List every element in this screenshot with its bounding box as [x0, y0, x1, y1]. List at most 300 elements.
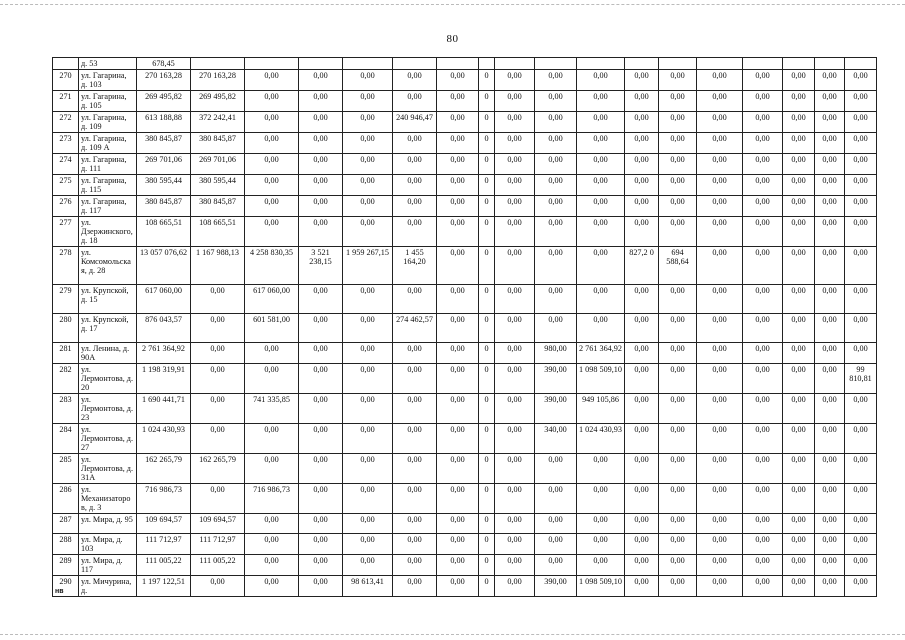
amount-cell: 0,00	[697, 217, 743, 247]
amount-cell: 678,45	[137, 58, 191, 70]
amount-cell: 0,00	[625, 217, 659, 247]
amount-cell: 0,00	[659, 555, 697, 576]
amount-cell: 1 024 430,93	[577, 424, 625, 454]
amount-cell	[535, 58, 577, 70]
amount-cell: 0,00	[845, 196, 877, 217]
amount-cell: 0,00	[577, 91, 625, 112]
amount-cell: 269 495,82	[137, 91, 191, 112]
row-number-cell: 276	[53, 196, 79, 217]
amount-cell: 0,00	[535, 91, 577, 112]
amount-cell: 0,00	[245, 196, 299, 217]
row-number-cell: 286	[53, 484, 79, 514]
amount-cell: 0,00	[299, 364, 343, 394]
amount-cell: 269 495,82	[191, 91, 245, 112]
amount-cell: 0,00	[697, 424, 743, 454]
amount-cell: 0,00	[299, 394, 343, 424]
amount-cell: 111 005,22	[191, 555, 245, 576]
amount-cell: 3 521 238,15	[299, 247, 343, 285]
amount-cell: 0,00	[577, 247, 625, 285]
amount-cell: 0,00	[845, 133, 877, 154]
amount-cell: 0,00	[659, 154, 697, 175]
amount-cell: 0,00	[437, 133, 479, 154]
amount-cell: 0,00	[299, 112, 343, 133]
scan-edge-top	[0, 4, 905, 6]
amount-cell: 0,00	[495, 394, 535, 424]
address-cell: ул. Гагарина, д. 109 А	[79, 133, 137, 154]
amount-cell: 0,00	[625, 314, 659, 343]
address-cell: ул. Гагарина, д. 109	[79, 112, 137, 133]
amount-cell: 0,00	[815, 364, 845, 394]
amount-cell: 0,00	[845, 154, 877, 175]
address-cell: ул. Гагарина, д. 117	[79, 196, 137, 217]
amount-cell: 0,00	[299, 133, 343, 154]
address-cell: ул. Гагарина, д. 115	[79, 175, 137, 196]
amount-cell: 0	[479, 112, 495, 133]
amount-cell: 0,00	[625, 112, 659, 133]
amount-cell: 274 462,57	[393, 314, 437, 343]
amount-cell: 0,00	[535, 534, 577, 555]
amount-cell: 0,00	[437, 70, 479, 91]
amount-cell: 0,00	[343, 555, 393, 576]
amount-cell: 0,00	[535, 247, 577, 285]
amount-cell: 0,00	[625, 394, 659, 424]
amount-cell: 0,00	[577, 196, 625, 217]
amount-cell: 0,00	[495, 424, 535, 454]
amount-cell: 0,00	[783, 394, 815, 424]
amount-cell: 0,00	[191, 576, 245, 597]
amount-cell: 0,00	[659, 514, 697, 534]
amount-cell: 0,00	[743, 91, 783, 112]
amount-cell: 0,00	[393, 154, 437, 175]
amount-cell	[577, 58, 625, 70]
row-number-cell: 287	[53, 514, 79, 534]
amount-cell: 0,00	[343, 454, 393, 484]
amount-cell: 0,00	[815, 175, 845, 196]
amount-cell: 0,00	[697, 343, 743, 364]
amount-cell: 0,00	[495, 314, 535, 343]
amount-cell: 0,00	[495, 247, 535, 285]
amount-cell: 0,00	[697, 112, 743, 133]
amount-cell: 0,00	[495, 133, 535, 154]
amount-cell: 0,00	[343, 285, 393, 314]
amount-cell: 0,00	[815, 534, 845, 555]
row-number-cell: 274	[53, 154, 79, 175]
amount-cell: 0,00	[845, 555, 877, 576]
amount-cell: 0,00	[697, 247, 743, 285]
amount-cell: 0,00	[535, 175, 577, 196]
address-cell: д. 53	[79, 58, 137, 70]
amount-cell: 0,00	[743, 424, 783, 454]
amount-cell: 0,00	[783, 314, 815, 343]
amount-cell: 0,00	[743, 70, 783, 91]
amount-cell: 613 188,88	[137, 112, 191, 133]
amount-cell: 0,00	[577, 484, 625, 514]
amount-cell: 716 986,73	[245, 484, 299, 514]
amount-cell: 0,00	[343, 343, 393, 364]
amount-cell: 2 761 364,92	[577, 343, 625, 364]
amount-cell: 0,00	[659, 196, 697, 217]
amount-cell: 0	[479, 364, 495, 394]
amount-cell: 0,00	[845, 534, 877, 555]
amount-cell: 0,00	[535, 514, 577, 534]
amount-cell: 0,00	[299, 70, 343, 91]
table-row	[53, 154, 877, 175]
amount-cell: 0,00	[697, 314, 743, 343]
amount-cell: 0,00	[299, 175, 343, 196]
amount-cell: 0,00	[783, 484, 815, 514]
table-row	[53, 247, 877, 285]
amount-cell: 0,00	[845, 70, 877, 91]
amount-cell: 0,00	[495, 112, 535, 133]
amount-cell: 0,00	[625, 576, 659, 597]
amount-cell: 0,00	[343, 364, 393, 394]
amount-cell: 0,00	[393, 70, 437, 91]
amount-cell: 0,00	[783, 196, 815, 217]
amount-cell	[495, 58, 535, 70]
amount-cell: 0,00	[343, 112, 393, 133]
amount-cell: 0,00	[743, 394, 783, 424]
amount-cell: 0,00	[845, 576, 877, 597]
amount-cell: 0,00	[697, 133, 743, 154]
amount-cell: 0,00	[495, 484, 535, 514]
amount-cell: 0,00	[191, 343, 245, 364]
amount-cell: 0,00	[659, 70, 697, 91]
amount-cell: 0,00	[343, 91, 393, 112]
table-row	[53, 484, 877, 514]
address-cell: ул. Ленина, д. 90А	[79, 343, 137, 364]
amount-cell: 0,00	[659, 484, 697, 514]
amount-cell: 0,00	[343, 314, 393, 343]
amount-cell: 0	[479, 247, 495, 285]
amount-cell: 1 959 267,15	[343, 247, 393, 285]
amount-cell: 0,00	[625, 454, 659, 484]
amount-cell: 0,00	[343, 217, 393, 247]
amount-cell: 390,00	[535, 364, 577, 394]
amount-cell: 0,00	[535, 154, 577, 175]
amount-cell: 0,00	[625, 364, 659, 394]
amount-cell: 0,00	[535, 196, 577, 217]
amount-cell: 0,00	[393, 394, 437, 424]
amount-cell: 0,00	[299, 285, 343, 314]
amount-cell: 0,00	[815, 247, 845, 285]
amount-cell: 0,00	[625, 70, 659, 91]
amount-cell: 0,00	[697, 154, 743, 175]
amount-cell: 0,00	[577, 534, 625, 555]
amount-cell: 0,00	[697, 285, 743, 314]
amount-cell: 0,00	[495, 285, 535, 314]
amount-cell: 0,00	[495, 576, 535, 597]
amount-cell: 0,00	[783, 217, 815, 247]
amount-cell: 269 701,06	[191, 154, 245, 175]
amount-cell: 0,00	[697, 175, 743, 196]
amount-cell: 0,00	[845, 424, 877, 454]
row-number-cell: 275	[53, 175, 79, 196]
amount-cell: 0,00	[245, 534, 299, 555]
amount-cell: 390,00	[535, 394, 577, 424]
amount-cell: 0,00	[697, 394, 743, 424]
table-row	[53, 91, 877, 112]
amount-cell: 0	[479, 514, 495, 534]
page-number: 80	[446, 33, 459, 45]
amount-cell: 99 810,81	[845, 364, 877, 394]
amount-cell: 109 694,57	[137, 514, 191, 534]
amount-cell: 98 613,41	[343, 576, 393, 597]
amount-cell: 0,00	[697, 196, 743, 217]
amount-cell: 0	[479, 133, 495, 154]
amount-cell	[299, 58, 343, 70]
amount-cell: 0,00	[393, 343, 437, 364]
amount-cell: 0,00	[659, 175, 697, 196]
amount-cell: 0,00	[495, 70, 535, 91]
amount-cell: 0,00	[393, 196, 437, 217]
amount-cell	[479, 58, 495, 70]
amount-cell: 0,00	[299, 91, 343, 112]
amount-cell: 0,00	[697, 70, 743, 91]
amount-cell: 0,00	[535, 112, 577, 133]
amount-cell: 0,00	[783, 247, 815, 285]
amount-cell: 0,00	[783, 133, 815, 154]
amount-cell: 0,00	[393, 555, 437, 576]
row-number-cell: 277	[53, 217, 79, 247]
amount-cell: 0,00	[535, 555, 577, 576]
amount-cell: 0,00	[437, 112, 479, 133]
amount-cell: 0,00	[743, 314, 783, 343]
amount-cell: 0,00	[577, 133, 625, 154]
amount-cell: 0	[479, 534, 495, 555]
amount-cell: 0,00	[535, 70, 577, 91]
amount-cell: 0,00	[299, 154, 343, 175]
amount-cell: 0,00	[845, 91, 877, 112]
amount-cell: 0,00	[815, 343, 845, 364]
amount-cell: 0,00	[815, 154, 845, 175]
amount-cell: 1 198 319,91	[137, 364, 191, 394]
row-number-cell: 290	[53, 576, 79, 597]
amount-cell: 0,00	[625, 196, 659, 217]
amount-cell: 0,00	[783, 175, 815, 196]
amount-cell: 0,00	[783, 343, 815, 364]
amount-cell: 0,00	[697, 364, 743, 394]
amount-cell: 111 712,97	[191, 534, 245, 555]
amount-cell: 0,00	[783, 424, 815, 454]
amount-cell: 0,00	[783, 364, 815, 394]
amount-cell: 0,00	[743, 285, 783, 314]
row-number-cell: 270	[53, 70, 79, 91]
amount-cell	[393, 58, 437, 70]
amount-cell: 0,00	[299, 343, 343, 364]
amount-cell: 0,00	[845, 484, 877, 514]
amount-cell: 0,00	[495, 217, 535, 247]
amount-cell: 0,00	[577, 285, 625, 314]
row-number-cell: 272	[53, 112, 79, 133]
amount-cell: 0,00	[245, 70, 299, 91]
scan-edge-bottom	[0, 634, 905, 636]
amount-cell: 0,00	[299, 576, 343, 597]
amount-cell	[697, 58, 743, 70]
row-number-cell: 273	[53, 133, 79, 154]
amount-cell: 0	[479, 343, 495, 364]
amount-cell: 0,00	[815, 576, 845, 597]
amount-cell: 0,00	[845, 514, 877, 534]
amount-cell: 0,00	[437, 217, 479, 247]
amount-cell: 0,00	[743, 133, 783, 154]
amount-cell: 0,00	[393, 576, 437, 597]
amount-cell: 694 588,64	[659, 247, 697, 285]
amount-cell: 0,00	[625, 343, 659, 364]
amount-cell: 0	[479, 424, 495, 454]
address-cell: ул. Мира, д. 103	[79, 534, 137, 555]
table-row	[53, 133, 877, 154]
amount-cell: 1 024 430,93	[137, 424, 191, 454]
address-cell: ул. Лермонтова, д. 20	[79, 364, 137, 394]
amount-cell: 0,00	[437, 534, 479, 555]
address-cell: ул. Гагарина, д. 111	[79, 154, 137, 175]
amount-cell: 0,00	[437, 343, 479, 364]
amount-cell: 108 665,51	[191, 217, 245, 247]
amount-cell	[783, 58, 815, 70]
amount-cell: 0,00	[577, 154, 625, 175]
amount-cell: 0,00	[659, 394, 697, 424]
amount-cell: 0,00	[659, 424, 697, 454]
amount-cell: 741 335,85	[245, 394, 299, 424]
amount-cell: 0,00	[245, 424, 299, 454]
amount-cell: 0,00	[245, 343, 299, 364]
amount-cell: 0,00	[191, 285, 245, 314]
amount-cell: 1 098 509,10	[577, 576, 625, 597]
amount-cell: 0,00	[393, 133, 437, 154]
amount-cell: 162 265,79	[191, 454, 245, 484]
table-row	[53, 364, 877, 394]
amount-cell: 0,00	[245, 454, 299, 484]
amount-cell: 0,00	[577, 217, 625, 247]
amount-cell: 0,00	[437, 91, 479, 112]
amount-cell: 0,00	[783, 112, 815, 133]
amount-cell: 0,00	[495, 454, 535, 484]
amount-cell: 0	[479, 285, 495, 314]
row-number-cell: 279	[53, 285, 79, 314]
amount-cell: 0,00	[697, 91, 743, 112]
row-number-cell: 278	[53, 247, 79, 285]
amount-cell: 0,00	[659, 454, 697, 484]
amount-cell: 0,00	[343, 175, 393, 196]
amount-cell: 0,00	[743, 364, 783, 394]
amount-cell: 0,00	[299, 217, 343, 247]
amount-cell: 0,00	[393, 424, 437, 454]
amount-cell: 0,00	[845, 217, 877, 247]
table-row	[53, 343, 877, 364]
amount-cell: 0,00	[299, 484, 343, 514]
amount-cell: 0,00	[437, 314, 479, 343]
amount-cell: 0,00	[815, 91, 845, 112]
address-cell: ул. Гагарина, д. 105	[79, 91, 137, 112]
amount-cell: 0,00	[625, 285, 659, 314]
amount-cell: 0,00	[245, 555, 299, 576]
amount-cell: 270 163,28	[191, 70, 245, 91]
address-cell: ул. Гагарина, д. 103	[79, 70, 137, 91]
amount-cell: 0,00	[815, 484, 845, 514]
amount-cell: 0,00	[191, 394, 245, 424]
table-row	[53, 196, 877, 217]
address-cell: ул. Мичурина, д.	[79, 576, 137, 597]
amount-cell: 0,00	[495, 555, 535, 576]
amount-cell: 0,00	[783, 555, 815, 576]
amount-cell: 0,00	[437, 154, 479, 175]
amount-cell: 980,00	[535, 343, 577, 364]
amount-cell: 0	[479, 91, 495, 112]
amount-cell: 0,00	[625, 514, 659, 534]
amount-cell: 0,00	[845, 343, 877, 364]
address-cell: ул. Дзержинского, д. 18	[79, 217, 137, 247]
amount-cell: 0	[479, 196, 495, 217]
amount-cell: 0,00	[625, 555, 659, 576]
amount-cell: 2 761 364,92	[137, 343, 191, 364]
amount-cell: 0,00	[697, 484, 743, 514]
amount-cell: 0,00	[845, 247, 877, 285]
amount-cell: 0,00	[343, 70, 393, 91]
table-row	[53, 514, 877, 534]
amount-cell: 13 057 076,62	[137, 247, 191, 285]
amount-cell: 0,00	[659, 364, 697, 394]
row-number-cell: 282	[53, 364, 79, 394]
table-row	[53, 555, 877, 576]
amount-cell: 4 258 830,35	[245, 247, 299, 285]
amount-cell: 0,00	[659, 576, 697, 597]
amount-cell: 617 060,00	[137, 285, 191, 314]
amount-cell: 0,00	[815, 555, 845, 576]
amount-cell: 0,00	[659, 534, 697, 555]
amount-cell: 0,00	[815, 133, 845, 154]
amount-cell: 0	[479, 154, 495, 175]
amount-cell: 0,00	[245, 154, 299, 175]
amount-cell: 380 845,87	[137, 196, 191, 217]
amount-cell: 0,00	[783, 154, 815, 175]
amount-cell: 1 197 122,51	[137, 576, 191, 597]
amount-cell: 0,00	[743, 555, 783, 576]
amount-cell: 372 242,41	[191, 112, 245, 133]
table-row	[53, 217, 877, 247]
amount-cell: 0,00	[659, 285, 697, 314]
row-number-cell: 281	[53, 343, 79, 364]
amount-cell: 0,00	[625, 133, 659, 154]
address-cell: ул. Мира, д. 117	[79, 555, 137, 576]
amount-cell: 0,00	[743, 154, 783, 175]
amount-cell: 0,00	[437, 514, 479, 534]
amount-cell: 827,2 0	[625, 247, 659, 285]
address-cell: ул. Крупской, д. 17	[79, 314, 137, 343]
amount-cell: 0,00	[743, 454, 783, 484]
amount-cell: 0,00	[245, 91, 299, 112]
amount-cell: 0,00	[299, 454, 343, 484]
amount-cell: 0,00	[191, 424, 245, 454]
row-number-cell: 288	[53, 534, 79, 555]
amount-cell: 0,00	[535, 285, 577, 314]
table-row	[53, 576, 877, 597]
amount-cell: 0	[479, 217, 495, 247]
row-number-cell: 280	[53, 314, 79, 343]
amount-cell: 0,00	[437, 454, 479, 484]
amount-cell: 0,00	[343, 133, 393, 154]
amount-cell: 0,00	[625, 424, 659, 454]
amount-cell: 109 694,57	[191, 514, 245, 534]
address-cell: ул. Крупской, д. 15	[79, 285, 137, 314]
amount-cell: 0,00	[815, 514, 845, 534]
amount-cell: 380 595,44	[191, 175, 245, 196]
amount-cell: 0,00	[743, 484, 783, 514]
amount-cell: 0,00	[625, 534, 659, 555]
amount-cell: 0,00	[299, 314, 343, 343]
amount-cell: 0,00	[299, 424, 343, 454]
row-number-cell: 284	[53, 424, 79, 454]
amount-cell: 0,00	[495, 154, 535, 175]
